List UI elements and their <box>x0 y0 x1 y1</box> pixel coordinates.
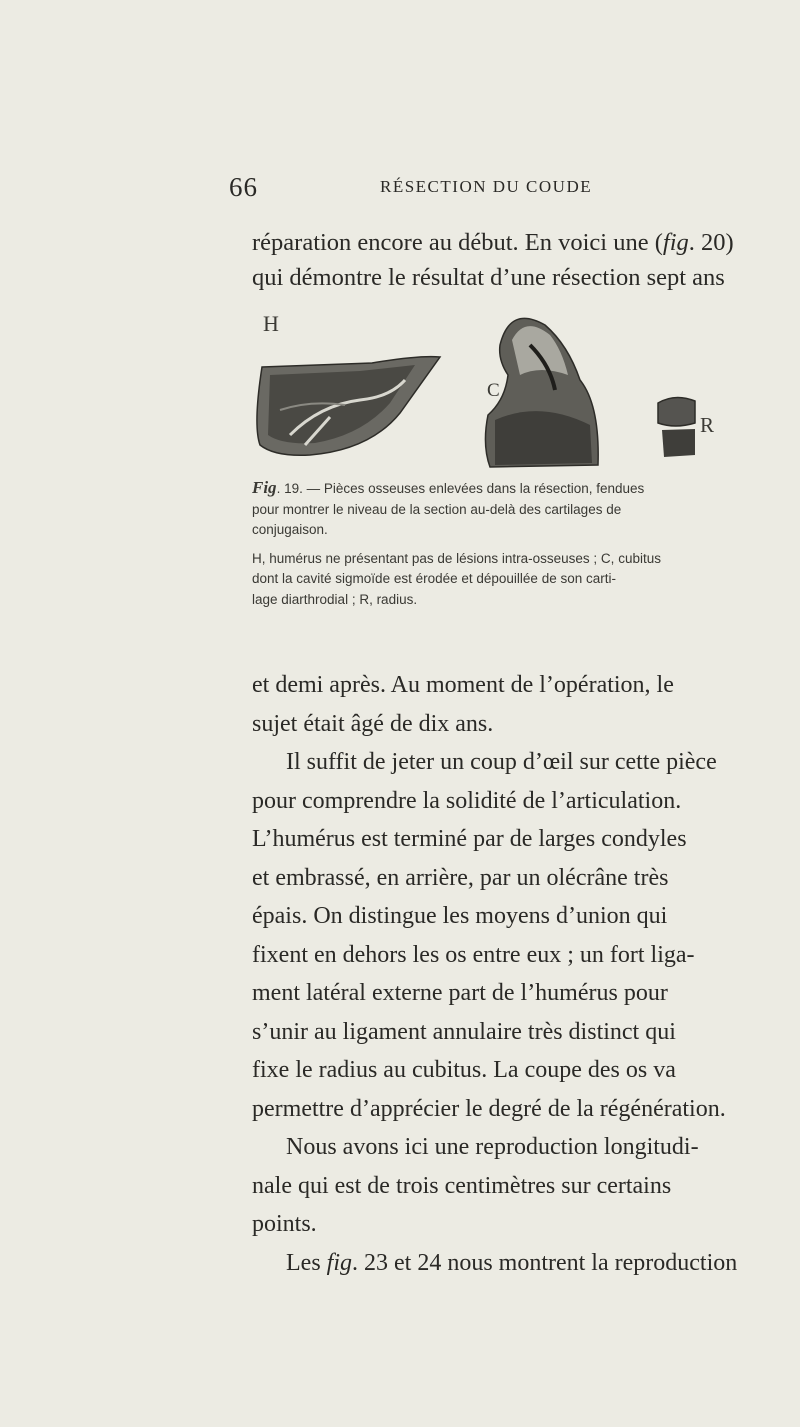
text-segment: . 20) <box>688 229 734 256</box>
top-paragraph <box>252 226 800 295</box>
running-title: RÉSECTION DU COUDE <box>380 177 593 196</box>
caption-line: lage diarthrodial ; R, radius. <box>252 591 418 607</box>
text-line: et embrassé, en arrière, par un olécrâne très <box>252 864 669 891</box>
figure-label-c: C <box>487 380 500 401</box>
body-text <box>252 666 800 1282</box>
figure-reference: fig <box>662 229 689 256</box>
text-line: Nous avons ici une reproduction longitudi- <box>286 1134 699 1160</box>
humerus-drawing <box>257 357 440 456</box>
figure-reference: fig <box>326 1249 352 1276</box>
caption-line: H, humérus ne présentant pas de lésions intra-osseuses ; C, cubitus <box>252 550 661 566</box>
page-number: 66 <box>229 172 258 202</box>
text-line: ment latéral externe part de l’humérus pour <box>252 980 668 1006</box>
text-segment: Les <box>286 1249 327 1276</box>
text-line <box>252 1244 800 1283</box>
text-line: et demi après. Au moment de l’opération, le <box>252 672 674 698</box>
text-line: fixent en dehors les os entre eux ; un fort liga- <box>252 941 695 968</box>
figure-label-r: R <box>700 413 715 437</box>
caption-line <box>252 478 767 500</box>
caption-line: conjugaison. <box>252 522 328 537</box>
text-line: L’humérus est terminé par de larges condyles <box>252 826 687 852</box>
text-segment: réparation encore au début. En voici une ( <box>252 229 663 256</box>
text-segment: . 23 et 24 nous montrent la reproduction <box>352 1249 738 1276</box>
text-line: sujet était âgé de dix ans. <box>252 710 494 737</box>
radius-drawing <box>658 397 695 457</box>
caption-figure-number: Fig <box>252 478 277 497</box>
text-line <box>252 226 800 261</box>
text-line: permettre d’apprécier le degré de la régénération. <box>252 1095 726 1122</box>
cubitus-drawing <box>485 318 598 467</box>
text-segment: . 19. — Pièces osseuses enlevées dans la résection, fendues <box>276 481 645 496</box>
figure-caption <box>252 478 767 610</box>
text-line: qui démontre le résultat d’une résection sept ans <box>252 263 725 291</box>
bone-illustration <box>250 305 770 470</box>
text-line: pour comprendre la solidité de l’articulation. <box>252 787 682 814</box>
caption-line: dont la cavité sigmoïde est érodée et dépouillée de son carti- <box>252 571 616 586</box>
bone-figure <box>250 305 770 470</box>
text-line: s’unir au ligament annulaire très distinct qui <box>252 1018 676 1045</box>
text-line: épais. On distingue les moyens d’union qui <box>252 903 668 929</box>
text-line: points. <box>252 1211 317 1237</box>
text-line: fixe le radius au cubitus. La coupe des os va <box>252 1057 676 1083</box>
caption-line: pour montrer le niveau de la section au-delà des cartilages de <box>252 501 622 517</box>
figure-label-h: H <box>263 311 279 336</box>
text-line: nale qui est de trois centimètres sur certains <box>252 1172 672 1199</box>
text-line: Il suffit de jeter un coup d’œil sur cette pièce <box>286 749 717 775</box>
